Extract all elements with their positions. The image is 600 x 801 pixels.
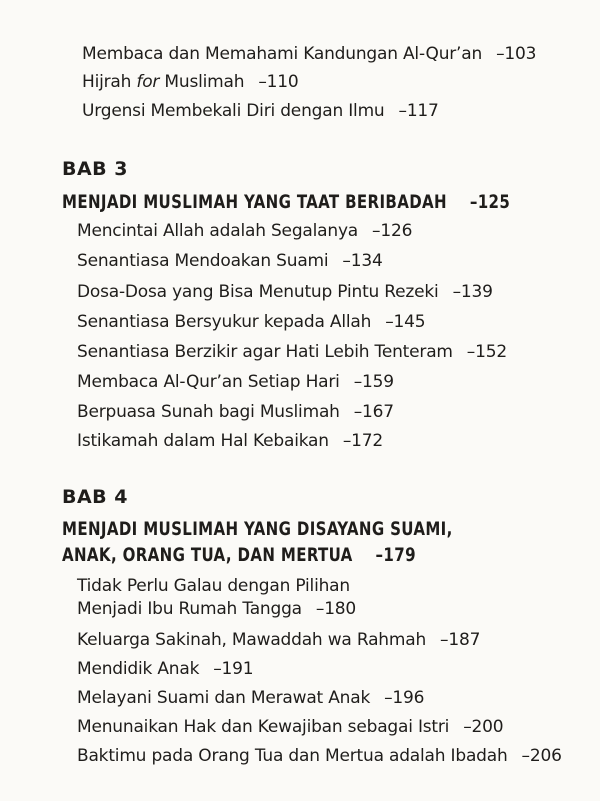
toc-entry <box>77 688 424 708</box>
entry-title: Hijrah for Muslimah <box>82 72 245 92</box>
entry-page: –167 <box>353 402 394 422</box>
entry-page: –134 <box>342 251 383 271</box>
toc-entry <box>77 251 383 271</box>
entry-title: Membaca Al-Qur’an Setiap Hari <box>77 372 340 392</box>
entry-page: –145 <box>385 312 426 332</box>
entry-title: Baktimu pada Orang Tua dan Mertua adalah Ibadah <box>77 746 508 766</box>
entry-page: –172 <box>342 431 384 451</box>
entry-title: Senantiasa Mendoakan Suami <box>77 251 329 271</box>
entry-title: Menjadi Ibu Rumah Tangga <box>77 599 302 619</box>
chapter-page: –179 <box>375 544 416 566</box>
toc-entry <box>77 372 394 392</box>
entry-title: Mendidik Anak <box>77 659 200 679</box>
entry-page: –110 <box>258 72 299 92</box>
entry-title: Berpuasa Sunah bagi Muslimah <box>77 402 340 422</box>
entry-page: –187 <box>440 630 481 650</box>
toc-entry <box>77 746 562 766</box>
toc-entry <box>77 342 507 362</box>
entry-page: –196 <box>384 688 425 708</box>
entry-page: –103 <box>496 44 537 64</box>
chapter-title: MENJADI MUSLIMAH YANG DISAYANG SUAMI, <box>62 518 453 540</box>
toc-entry <box>77 599 356 619</box>
entry-title: Keluarga Sakinah, Mawaddah wa Rahmah <box>77 630 427 650</box>
entry-page: –200 <box>463 717 504 737</box>
entry-title: Urgensi Membekali Diri dengan Ilmu <box>82 101 385 121</box>
entry-page: –139 <box>452 282 493 302</box>
entry-page: –180 <box>315 599 357 619</box>
toc-entry <box>77 717 503 737</box>
entry-title: Menunaikan Hak dan Kewajiban sebagai Istri <box>77 717 450 737</box>
chapter-title: MENJADI MUSLIMAH YANG TAAT BERIBADAH –125 <box>62 191 511 213</box>
entry-title: Senantiasa Berzikir agar Hati Lebih Tenteram <box>77 342 453 362</box>
toc-entry <box>82 101 439 121</box>
entry-title: Istikamah dalam Hal Kebaikan <box>77 431 329 451</box>
entry-title: Mencintai Allah adalah Segalanya <box>77 221 359 241</box>
toc-entry <box>77 630 480 650</box>
entry-title: Senantiasa Bersyukur kepada Allah <box>77 312 372 332</box>
entry-page: –126 <box>372 221 413 241</box>
toc-entry <box>82 72 298 92</box>
toc-entry <box>77 312 425 332</box>
entry-page: –191 <box>213 659 254 679</box>
entry-title: Membaca dan Memahami Kandungan Al-Qur’an <box>82 44 483 64</box>
bab-label: BAB 4 <box>62 486 129 508</box>
entry-page: –206 <box>521 746 562 766</box>
entry-title: Dosa-Dosa yang Bisa Menutup Pintu Rezeki <box>77 282 439 302</box>
chapter-page: –125 <box>469 191 511 213</box>
toc-entry <box>82 44 536 64</box>
toc-entry: Tidak Perlu Galau dengan Pilihan <box>77 576 350 596</box>
chapter-title: ANAK, ORANG TUA, DAN MERTUA –179 <box>62 544 416 566</box>
toc-entry <box>77 431 383 451</box>
toc-entry <box>77 221 412 241</box>
entry-page: –152 <box>466 342 507 362</box>
toc-entry <box>77 659 253 679</box>
entry-page: –117 <box>398 101 439 121</box>
bab-label: BAB 3 <box>62 158 129 180</box>
toc-entry <box>77 282 493 302</box>
entry-page: –159 <box>353 372 394 392</box>
entry-title: Melayani Suami dan Merawat Anak <box>77 688 371 708</box>
toc-entry <box>77 402 394 422</box>
